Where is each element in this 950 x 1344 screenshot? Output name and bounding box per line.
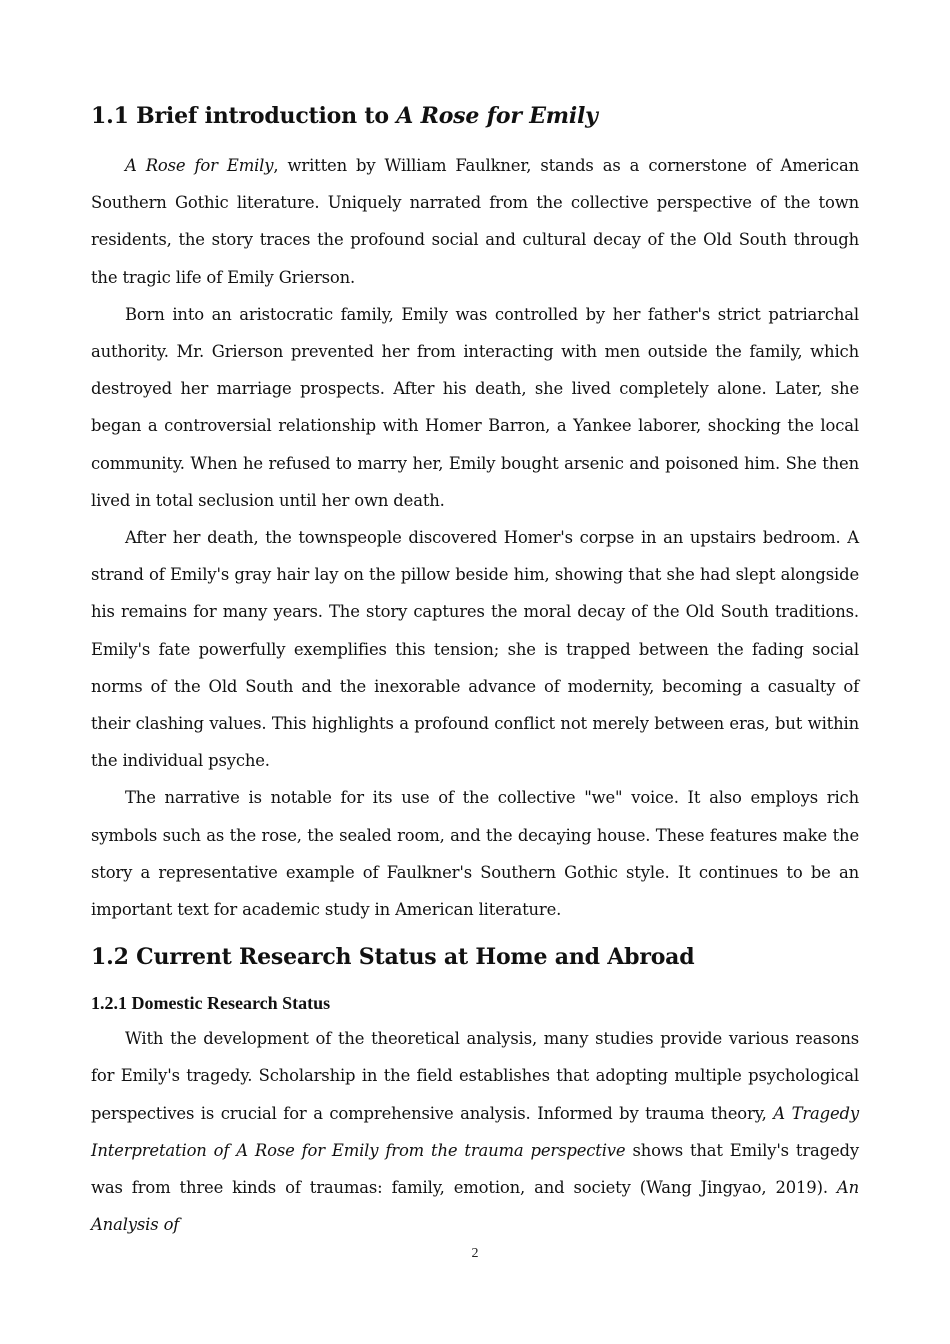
italic-book-title: A Rose for Emily [125, 156, 274, 175]
paragraph-intro-text: , written by William Faulkner, stands as a cornerstone of American Southern Gothic literature. Uniquely narrated from the collective perspective of the town residents, the story traces the profound social and cultural decay of the Old South through the tragic life of Emily Grierson. [91, 156, 859, 287]
paragraph-plot: Born into an aristocratic family, Emily was controlled by her father's strict patriarchal authority. Mr. Grierson prevented her from interacting with men outside the family, which destroyed her marriage prospects. After his death, she lived completely alone. Later, she began a controversial relationship with Homer Barron, a Yankee laborer, shocking the local community. When he refused to marry her, Emily bought arsenic and poisoned him. She then lived in total seclusion until her own death. [91, 304, 859, 510]
italic-cited-title-2: An Analysis of [91, 1178, 859, 1235]
domestic-research-text-2: shows that Emily's tragedy was from three kinds of traumas: family, emotion, and society (Wang Jingyao, 2019). [91, 1140, 859, 1198]
italic-cited-title-1: A Tragedy Interpretation of A Rose for Emily from the trauma perspective [91, 1103, 860, 1160]
section-heading-1-1-number: 1.1 Brief introduction to [91, 103, 397, 129]
paragraph-domestic-research [91, 1020, 859, 1243]
section-heading-1-1-title: A Rose for Emily [396, 103, 598, 129]
section-heading-1-1 [91, 98, 859, 134]
page-content [91, 98, 859, 1243]
subsection-heading-1-2-1: 1.2.1 Domestic Research Status [91, 993, 331, 1014]
domestic-research-text-1: With the development of the theoretical analysis, many studies provide various reasons for Emily's tragedy. Scholarship in the field establishes that adopting multiple psychological perspectives is crucial for a comprehensive analysis. Informed by trauma theory, [91, 1029, 859, 1123]
paragraph-narrative: The narrative is notable for its use of the collective "we" voice. It also employs rich symbols such as the rose, the sealed room, and the decaying house. These features make the story a representative example of Faulkner's Southern Gothic style. It continues to be an important text for academic study in American literature. [91, 788, 859, 920]
paragraph-intro [91, 147, 859, 296]
section-heading-1-2: 1.2 Current Research Status at Home and Abroad [91, 944, 695, 971]
paragraph-discovery: After her death, the townspeople discovered Homer's corpse in an upstairs bedroom. A strand of Emily's gray hair lay on the pillow beside him, showing that she had slept alongside his remains for many years. The story captures the moral decay of the Old South traditions. Emily's fate powerfully exemplifies this tension; she is trapped between the fading social norms of the Old South and the inexorable advance of modernity, becoming a casualty of their clashing values. This highlights a profound conflict not merely between eras, but within the individual psyche. [91, 528, 859, 771]
page-number: 2 [471, 1246, 479, 1261]
